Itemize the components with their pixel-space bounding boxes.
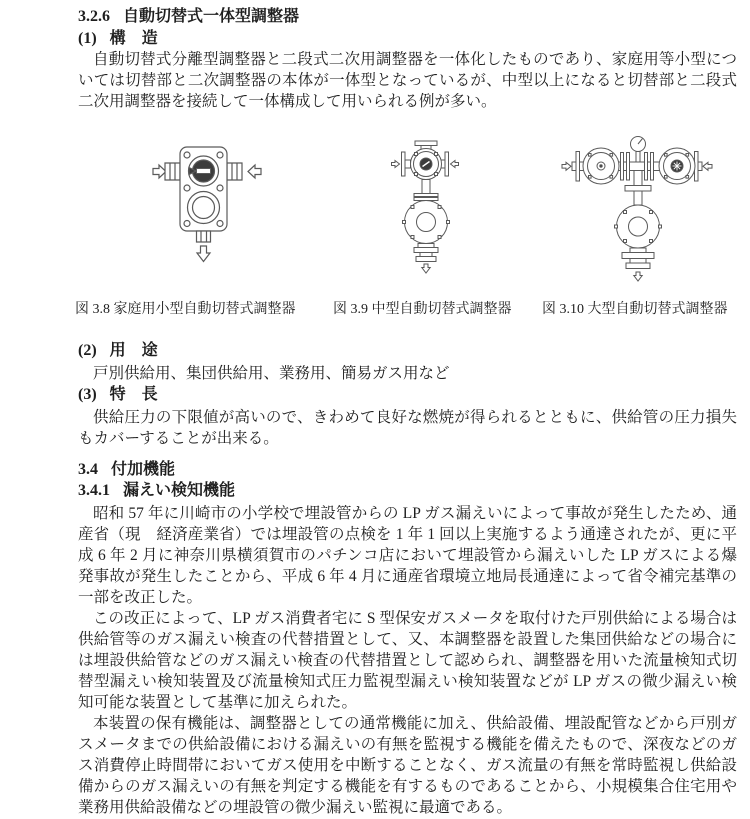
section-3-2-6-title: 自動切替式一体型調整器 — [123, 8, 300, 25]
bolt — [184, 221, 190, 227]
neck-pipe — [422, 180, 430, 194]
inlet-coupling-left — [165, 163, 180, 180]
usage-heading-title: 用 途 — [109, 342, 158, 359]
lug — [686, 176, 689, 179]
lug — [415, 173, 418, 176]
neck-flange — [414, 194, 438, 197]
lug — [411, 206, 414, 209]
fig-3-8-small-regulator-diagram — [152, 146, 262, 266]
section-3-4-number: 3.4 — [78, 461, 98, 478]
lug — [438, 236, 441, 239]
features-heading — [78, 385, 158, 404]
inlet-arrow-left-icon — [562, 162, 571, 170]
inlet-coupling-right — [227, 163, 242, 180]
figure-3-10-caption: 図 3.10 大型自動切替式調整器 — [542, 302, 728, 317]
neck-flange — [625, 186, 651, 192]
lug — [665, 154, 668, 157]
outlet-stack — [418, 244, 434, 248]
section-3-4-1-title: 漏えい検知機能 — [123, 482, 236, 499]
flange — [651, 153, 654, 181]
section-3-4-1-number: 3.4.1 — [78, 482, 110, 499]
bolt — [217, 185, 223, 191]
lug — [659, 225, 662, 228]
tee-pipe — [634, 171, 642, 186]
outlet-arrow-down-icon — [634, 272, 642, 281]
usage-paragraph: 戸別供給用、集団供給用、業務用、簡易ガス用など — [93, 365, 450, 382]
lug — [650, 240, 653, 243]
section-3-2-6-number: 3.2.6 — [78, 8, 110, 25]
fig-3-9-medium-regulator-diagram — [390, 140, 460, 274]
lug — [686, 154, 689, 157]
bolt — [217, 221, 223, 227]
flange — [621, 153, 624, 181]
section-3-4-title: 付加機能 — [111, 461, 176, 478]
lug — [415, 153, 418, 156]
lug — [589, 154, 592, 157]
inlet-arrow-right-icon — [703, 162, 712, 170]
section-3-4-1-heading — [78, 481, 235, 500]
inlet-flange-left — [402, 152, 406, 176]
features-paragraph: 供給圧力の下限値が高いので、きわめて良好な燃焼が得られるとともに、供給管の圧力損失もカバーすることが出来る。 — [78, 409, 737, 447]
structure-heading-number: (1) — [78, 30, 97, 47]
top-flange — [415, 141, 437, 146]
inlet-arrow-left-icon — [153, 165, 166, 178]
leak-detection-paragraph-3: 本装置の保有機能は、調整器としての通常機能に加え、供給設備、埋設配管などから戸別ガスメータまでの供給設備における漏えいの有無を監視する機能を備えたもので、深夜などのガス消費停止時間帯においてガス使用を中断することなく、ガス流量の有無を常時監視し供給設備からのガス漏えいの有無を判定する機能を有するものであることから、小規模集合住宅用や業務用供給設備などの埋設管の微少漏えい監視に最適である。 — [78, 715, 737, 816]
gauge-stem — [636, 152, 640, 163]
figure-3-9-caption: 図 3.9 中型自動切替式調整器 — [333, 302, 512, 317]
outlet-arrow-down-icon — [422, 264, 430, 273]
leak-detection-paragraphs — [78, 503, 737, 818]
features-heading-number: (3) — [78, 386, 97, 403]
fig-3-10-large-regulator-diagram — [560, 135, 714, 286]
usage-heading-number: (2) — [78, 342, 97, 359]
outlet-arrow-down-icon — [197, 246, 210, 262]
inlet-arrow-right-icon — [248, 165, 261, 178]
bolt — [184, 152, 190, 158]
inlet-flange-right — [445, 152, 449, 176]
indicator-window — [197, 169, 211, 174]
leak-detection-paragraph-1: 昭和 57 年に川崎市の小学校で埋設管からの LP ガス漏えいによって事故が発生したため、通産省（現 経済産業省）では埋設管の点検を 1 年 1 回以上実施するよう通達されたが、更に平成 6 年 2 月に神奈川県横須賀市のパチンコ店において埋設管から漏えいした LP ガスによる爆発事故が発生したことから、平成 6 年 4 月に通産省環境立地局長通達によって省令補完基準の一部を改正した。 — [78, 505, 737, 606]
lug — [665, 176, 668, 179]
lug — [610, 154, 613, 157]
lug — [435, 153, 438, 156]
flange — [645, 153, 648, 181]
structure-heading — [78, 29, 158, 48]
section-3-4-heading — [78, 460, 175, 479]
lug — [650, 211, 653, 214]
diaphragm-cover — [193, 197, 215, 219]
usage-heading — [78, 341, 158, 360]
lug — [615, 225, 618, 228]
structure-paragraph: 自動切替式分離型調整器と二段式二次用調整器を一体化したものであり、家庭用等小型については切替部と二次調整器の本体が一体型となっているが、中型以上になると切替部と二段式二次用調整器を接続して一体構成して用いられる例が多い。 — [78, 51, 737, 110]
inlet-arrow-left-icon — [392, 161, 400, 168]
lug — [403, 221, 406, 224]
outlet-stack — [630, 248, 646, 253]
flange — [627, 153, 630, 181]
outlet-coupling — [197, 231, 211, 242]
lug — [438, 206, 441, 209]
leak-detection-paragraph-2: この改正によって、LP ガス消費者宅に S 型保安ガスメータを取付けた戸別供給による場合は供給管等のガス漏えい検査の代替措置として、又、本調整器を設置した集団供給などの場合には埋設供給管などのガス漏えい検査の代替措置として認められ、調整器を用いた流量検知式切替型漏えい検知装置及び流量検知式圧力監視型漏えい検知装置などが LP ガスの微少漏えい検知可能な装置として基準に加えられた。 — [78, 610, 737, 711]
bolt — [184, 185, 190, 191]
bolt — [217, 152, 223, 158]
structure-heading-title: 構 造 — [109, 30, 158, 47]
flange — [576, 152, 580, 182]
section-3-2-6-heading — [78, 7, 299, 26]
inlet-arrow-right-icon — [451, 161, 459, 168]
figure-3-8-caption: 図 3.8 家庭用小型自動切替式調整器 — [75, 302, 296, 317]
lug — [435, 173, 438, 176]
diaphragm-cover — [629, 217, 648, 236]
diaphragm-cover — [417, 213, 436, 232]
lug — [610, 176, 613, 179]
lug — [447, 221, 450, 224]
lug — [624, 240, 627, 243]
lug — [589, 176, 592, 179]
features-heading-title: 特 長 — [109, 386, 158, 403]
lug — [624, 211, 627, 214]
lug — [411, 236, 414, 239]
